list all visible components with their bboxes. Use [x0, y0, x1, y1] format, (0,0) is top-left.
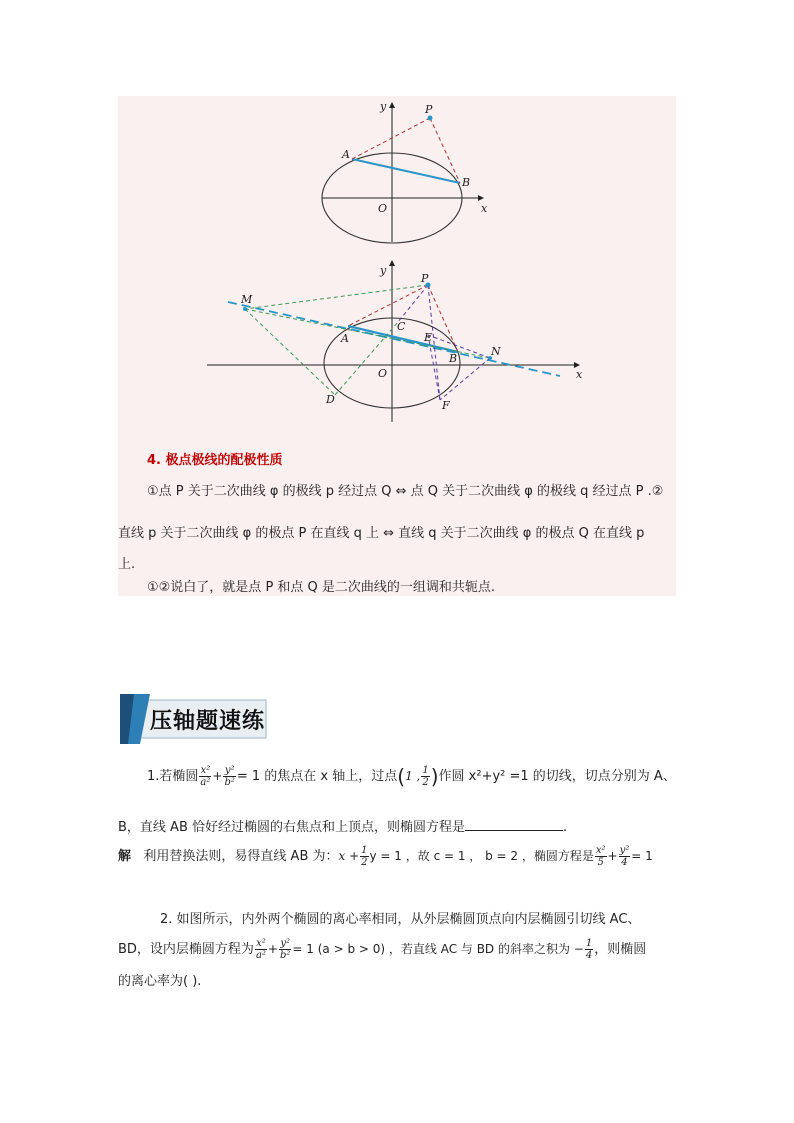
fig2-label-E: E — [424, 331, 433, 344]
problem-2-line-3: 的离心率为( ). — [118, 974, 202, 989]
banner-title: 压轴题速练 — [150, 709, 266, 734]
fig1-point-P — [428, 116, 433, 121]
section-4-line-4: ①②说白了，就是点 P 和点 Q 是二次曲线的一组调和共轭点. — [147, 580, 496, 595]
fig1-polar-line-AB — [352, 159, 460, 183]
fig2-label-B: B — [449, 352, 458, 365]
section-4-title: 4. 极点极线的配极性质 — [147, 453, 283, 468]
problem-2-line-1: 2. 如图所示，内外两个椭圆的离心率相同，从外层椭圆顶点向内层椭圆引切线 AC、 — [160, 912, 641, 927]
section-4-line-1: ①点 P 关于二次曲线 φ 的极线 p 经过点 Q ⇔ 点 Q 关于二次曲线 φ 的极线 q 经过点 P .② — [147, 484, 664, 499]
fig2-label-P: P — [421, 272, 429, 285]
problem-2-line-2: BD，设内层椭圆方程为 $\frac{\text{x²}}{\text{a²}}$ + $\frac{\text{y²}}{\text{b²}}$ = 1 (a > b > 0) ，若直线 AC 与 BD 的斜率之积为 − $\frac{1}{4}$ ，则椭圆 — [118, 938, 647, 961]
fig2-label-x: x — [576, 368, 583, 381]
answer-blank[interactable] — [465, 818, 563, 831]
fig2-label-D: D — [326, 393, 335, 406]
fig1-label-y: y — [380, 100, 387, 113]
fig2-label-M: M — [241, 293, 253, 306]
section-4-line-3: 上. — [118, 557, 136, 572]
frac-x2-a2: $\frac{\text{x²}}{\text{a²}}$ — [200, 765, 211, 788]
fig1-label-A: A — [342, 148, 350, 161]
fig2-label-F: F — [442, 399, 450, 412]
fig1-label-O: O — [378, 202, 388, 215]
fig2-label-N: N — [491, 345, 501, 358]
problem-1-line-2: B，直线 AB 恰好经过椭圆的右焦点和上顶点，则椭圆方程是 . — [118, 820, 568, 835]
fig1-label-x: x — [481, 202, 488, 215]
fig2-label-y: y — [380, 264, 387, 277]
frac-y2-b2: $\frac{\text{y²}}{\text{b²}}$ — [224, 765, 235, 788]
fig2-point-M — [243, 307, 247, 311]
fig1-label-P: P — [425, 103, 433, 116]
solution-1: 解 利用替换法则，易得直线 AB 为：x + $\frac{1}{2}$ y = 1 ，故 c = 1 ， b = 2 ，椭圆方程是 $\frac{\text{x²}}{5}$ + $\frac{\text{y²}}{4}$ = 1 — [118, 845, 653, 868]
fig2-label-O: O — [378, 367, 388, 380]
fig2-label-C: C — [397, 320, 406, 333]
frac-one-half: $\frac{1}{2}$ — [422, 765, 429, 788]
fig1-tangent-PB — [430, 118, 460, 183]
solution-tag: 解 — [118, 849, 132, 864]
fig1-label-B: B — [462, 176, 471, 189]
fig2-label-A: A — [341, 332, 349, 345]
problem-1-line-1: 1.若椭圆 $\frac{\text{x²}}{\text{a²}}$ + $\frac{\text{y²}}{\text{b²}}$ = 1 的焦点在 x 轴上，过点(1 , $\frac{1}{2}$ )作圆 x²+y² =1 的切线，切点分别为 A、 — [147, 764, 676, 789]
problem-1-lead: 1.若椭圆 — [147, 769, 199, 784]
section-4-line-2: 直线 p 关于二次曲线 φ 的极点 P 在直线 q 上 ⇔ 直线 q 关于二次曲线 φ 的极点 Q 在直线 p — [118, 526, 645, 541]
